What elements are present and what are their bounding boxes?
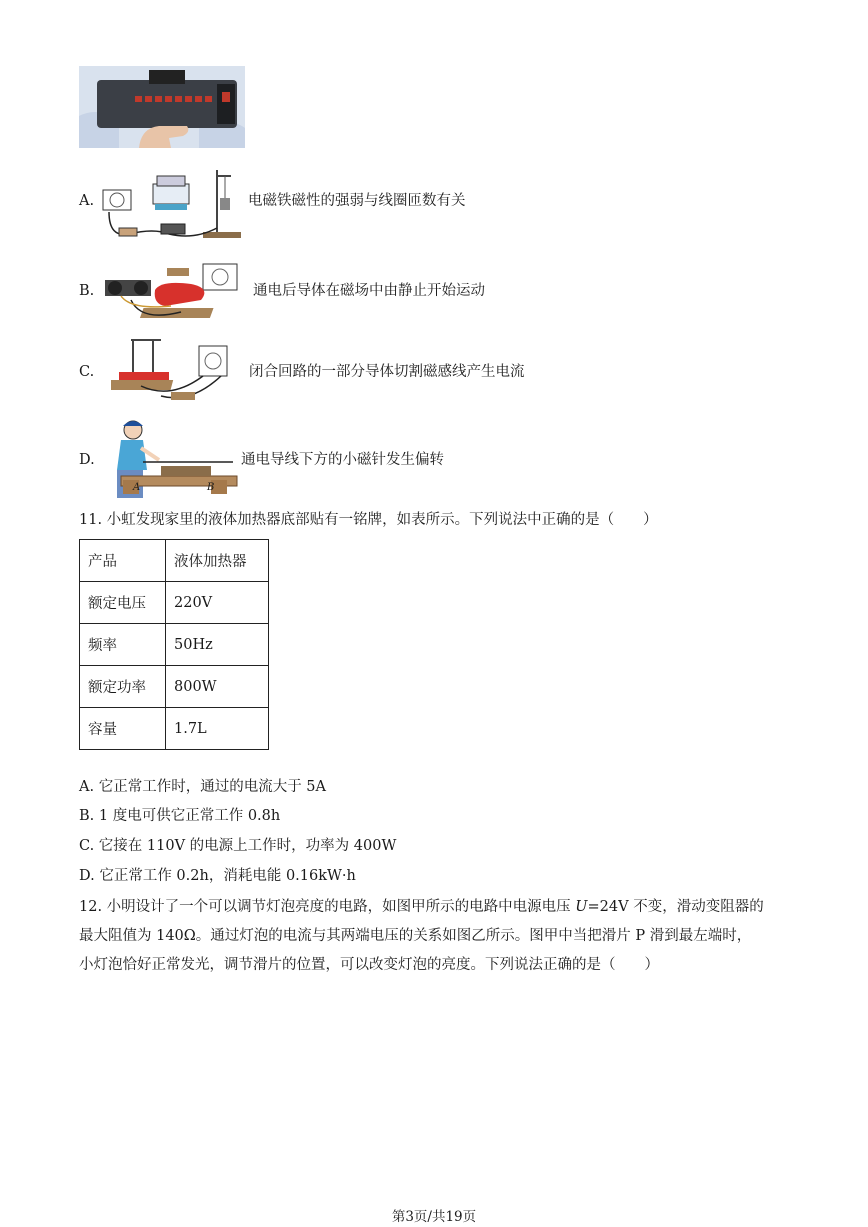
device-photo (79, 66, 245, 148)
q12-line-1 (79, 897, 764, 917)
q12-line-3: 小灯泡恰好正常发光，调节滑片的位置，可以改变灯泡的亮度。下列说法正确的是（ ） (79, 957, 659, 973)
table-cell: 220V (166, 582, 269, 624)
label-b: B (207, 482, 215, 493)
table-cell: 液体加热器 (166, 540, 269, 582)
table-cell: 1.7L (166, 708, 269, 750)
option-a-letter: A. (79, 193, 95, 209)
q11-option-a: A. 它正常工作时，通过的电流大于 5A (79, 779, 326, 795)
q11-option-d: D. 它正常工作 0.2h，消耗电能 0.16kW·h (79, 868, 356, 884)
oersted-experiment-figure (103, 418, 239, 500)
q11-option-b: B. 1 度电可供它正常工作 0.8h (79, 808, 281, 824)
electromagnet-experiment-figure (99, 168, 241, 242)
table-cell: 产品 (80, 540, 166, 582)
table-row (80, 540, 269, 582)
option-d-text: 通电导线下方的小磁针发生偏转 (241, 452, 444, 468)
option-b-text: 通电后导体在磁场中由静止开始运动 (253, 283, 485, 299)
table-cell: 800W (166, 666, 269, 708)
option-c-letter: C. (79, 364, 95, 380)
option-b-letter: B. (79, 283, 95, 299)
table-row (80, 666, 269, 708)
table-row (80, 582, 269, 624)
table-cell: 额定电压 (80, 582, 166, 624)
option-c-text: 闭合回路的一部分导体切割磁感线产生电流 (249, 364, 525, 380)
table-cell: 额定功率 (80, 666, 166, 708)
option-a-text: 电磁铁磁性的强弱与线圈匝数有关 (248, 193, 466, 209)
table-cell: 频率 (80, 624, 166, 666)
q12-line-1-a: 12. 小明设计了一个可以调节灯泡亮度的电路，如图甲所示的电路中电源电压 (79, 899, 576, 915)
voltage-variable: U (575, 899, 588, 915)
q12-line-2: 最大阻值为 140Ω。通过灯泡的电流与其两端电压的关系如图乙所示。图甲中当把滑片 P 滑到最左端时， (79, 928, 752, 944)
option-d-letter: D. (79, 452, 95, 468)
table-cell: 容量 (80, 708, 166, 750)
q11-option-c: C. 它接在 110V 的电源上工作时，功率为 400W (79, 838, 397, 854)
q12-line-1-b: =24V 不变，滑动变阻器的 (587, 899, 764, 915)
label-a: A (133, 482, 141, 493)
nameplate-table (79, 539, 269, 750)
motor-principle-figure (101, 260, 241, 324)
page-number: 第3页/共19页 (391, 1209, 477, 1225)
table-cell: 50Hz (166, 624, 269, 666)
table-row (80, 624, 269, 666)
induction-experiment-figure (111, 336, 249, 406)
q11-stem: 11. 小虹发现家里的液体加热器底部贴有一铭牌，如表所示。下列说法中正确的是（ ） (79, 512, 658, 528)
table-row (80, 708, 269, 750)
